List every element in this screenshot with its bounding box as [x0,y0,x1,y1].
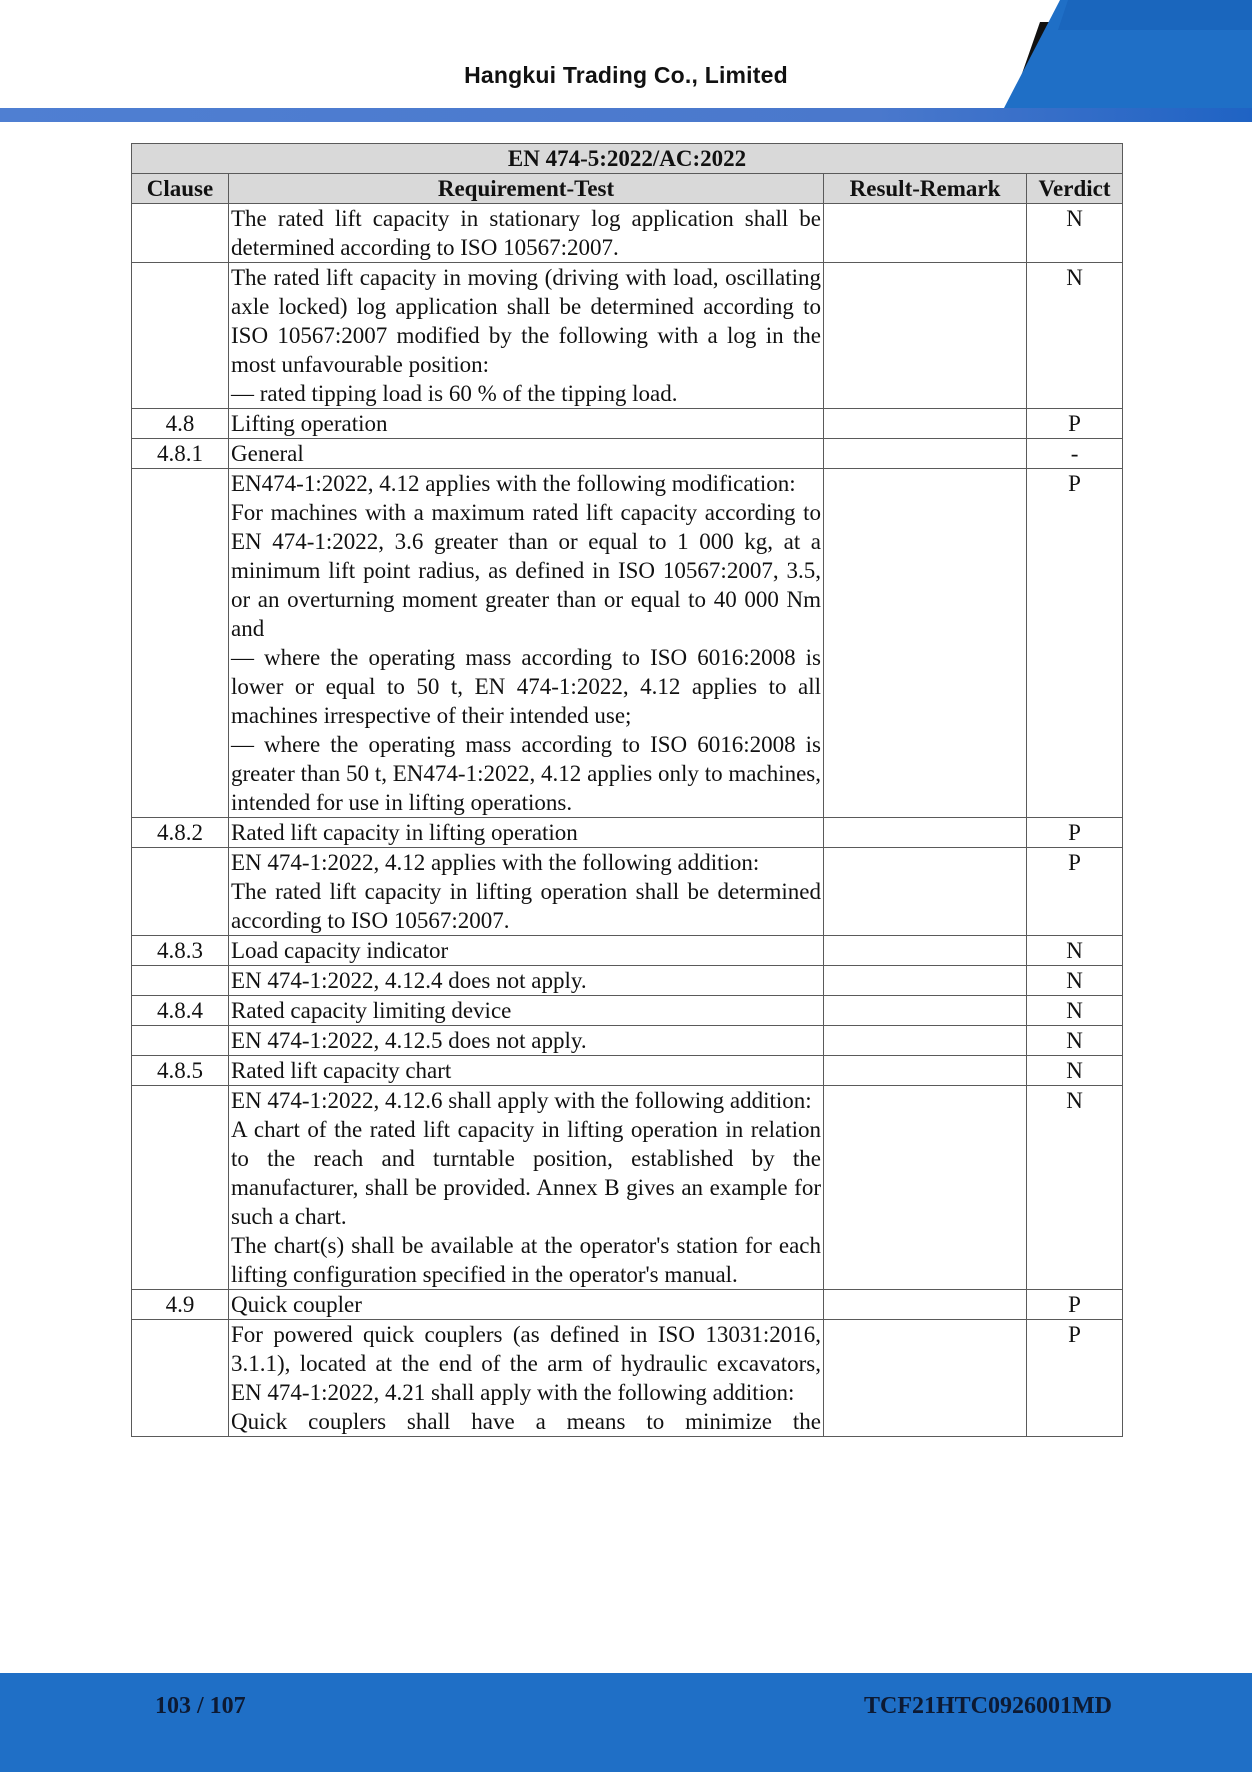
clause-cell: 4.8 [132,409,229,439]
col-header-result: Result-Remark [824,174,1027,204]
requirement-text: General [231,441,304,466]
table-row [132,996,1123,1026]
result-cell [824,1086,1027,1290]
clause-cell [132,848,229,936]
result-cell [824,1056,1027,1086]
table-body [132,204,1123,1437]
requirement-text: A chart of the rated lift capacity in lifting operation in relation to the reach and turntable position, established by the manufacturer, shall be provided. Annex B gives an example for such a chart. [231,1117,821,1229]
result-cell [824,936,1027,966]
verdict-cell: N [1027,263,1123,409]
table-row [132,936,1123,966]
requirement-cell [229,1290,824,1320]
col-header-verdict: Verdict [1027,174,1123,204]
table-row [132,1026,1123,1056]
result-cell [824,848,1027,936]
table-row [132,1320,1123,1437]
table-row [132,848,1123,936]
footer [0,1673,1252,1772]
table-row [132,204,1123,263]
requirement-text: — rated tipping load is 60 % of the tipping load. [231,381,678,406]
clause-cell: 4.8.4 [132,996,229,1026]
clause-cell [132,469,229,818]
table-row [132,1086,1123,1290]
verdict-cell: N [1027,936,1123,966]
verdict-cell: N [1027,1056,1123,1086]
requirement-text: For machines with a maximum rated lift capacity according to EN 474-1:2022, 3.6 greater than or equal to 1 000 kg, at a minimum lift point radius, as defined in ISO 10567:2007, 3.5, or an overturning moment greater than or equal to 40 000 Nm and [231,500,821,641]
requirement-cell [229,818,824,848]
result-cell [824,818,1027,848]
verdict-cell: N [1027,204,1123,263]
col-header-clause: Clause [132,174,229,204]
company-name: Hangkui Trading Co., Limited [464,62,788,88]
requirement-cell [229,263,824,409]
table-row [132,439,1123,469]
requirement-text: EN474-1:2022, 4.12 applies with the following modification: [231,471,796,496]
requirement-cell [229,204,824,263]
requirement-text: EN 474-1:2022, 4.12.4 does not apply. [231,968,587,993]
requirement-text: Quick coupler [231,1292,362,1317]
col-header-requirement: Requirement-Test [229,174,824,204]
requirement-cell [229,1056,824,1086]
requirement-cell [229,936,824,966]
result-cell [824,469,1027,818]
table-row [132,469,1123,818]
requirement-text: The rated lift capacity in stationary log application shall be determined according to ISO 10567:2007. [231,206,821,260]
result-cell [824,966,1027,996]
result-cell [824,439,1027,469]
clause-cell: 4.9 [132,1290,229,1320]
clause-cell: 4.8.3 [132,936,229,966]
table-row [132,263,1123,409]
requirement-text: EN 474-1:2022, 4.12 applies with the following addition: [231,850,760,875]
requirement-cell [229,439,824,469]
requirement-cell [229,1320,824,1437]
requirement-text: Rated lift capacity chart [231,1058,452,1083]
requirement-cell [229,469,824,818]
requirement-text: — where the operating mass according to ISO 6016:2008 is greater than 50 t, EN474-1:2022, 4.12 applies only to machines, intended for use in lifting operations. [231,732,821,815]
table-title: EN 474-5:2022/AC:2022 [132,144,1123,174]
header-decoration [960,0,1252,122]
requirement-text: Rated lift capacity in lifting operation [231,820,578,845]
verdict-cell: N [1027,1086,1123,1290]
result-cell [824,1320,1027,1437]
verdict-cell: N [1027,966,1123,996]
result-cell [824,1290,1027,1320]
verdict-cell: P [1027,1320,1123,1437]
verdict-cell: N [1027,1026,1123,1056]
requirement-text: Quick couplers shall have a means to minimize the [231,1409,821,1434]
verdict-cell: P [1027,469,1123,818]
requirement-text: The chart(s) shall be available at the operator's station for each lifting configuration specified in the operator's manual. [231,1233,821,1287]
header-band [0,108,1252,122]
requirement-text: For powered quick couplers (as defined in ISO 13031:2016, 3.1.1), located at the end of the arm of hydraulic excavators, EN 474-1:2022, 4.21 shall apply with the following addition: [231,1322,821,1405]
requirement-cell [229,848,824,936]
requirement-text: EN 474-1:2022, 4.12.5 does not apply. [231,1028,587,1053]
report-number: TCF21HTC0926001MD [864,1693,1112,1719]
requirement-cell [229,409,824,439]
clause-cell: 4.8.1 [132,439,229,469]
clause-cell [132,263,229,409]
verdict-cell: P [1027,409,1123,439]
requirement-cell [229,1086,824,1290]
clause-cell [132,966,229,996]
requirement-cell [229,966,824,996]
result-cell [824,1026,1027,1056]
verdict-cell: P [1027,1290,1123,1320]
result-cell [824,263,1027,409]
verdict-cell: P [1027,848,1123,936]
clause-cell: 4.8.5 [132,1056,229,1086]
requirement-text: The rated lift capacity in lifting operation shall be determined according to ISO 10567:2007. [231,879,821,933]
clause-cell [132,1320,229,1437]
requirements-table [131,143,1123,1437]
result-cell [824,409,1027,439]
requirement-text: Rated capacity limiting device [231,998,512,1023]
clause-cell [132,1086,229,1290]
requirement-text: Load capacity indicator [231,938,449,963]
requirement-cell [229,1026,824,1056]
verdict-cell: - [1027,439,1123,469]
requirement-text: — where the operating mass according to ISO 6016:2008 is lower or equal to 50 t, EN 474-1:2022, 4.12 applies to all machines irrespective of their intended use; [231,645,821,728]
table-row [132,966,1123,996]
clause-cell [132,1026,229,1056]
table-row [132,1290,1123,1320]
clause-cell: 4.8.2 [132,818,229,848]
requirement-cell [229,996,824,1026]
requirement-text: The rated lift capacity in moving (driving with load, oscillating axle locked) log application shall be determined according to ISO 10567:2007 modified by the following with a log in the most unfavourable position: [231,265,821,377]
table-row [132,1056,1123,1086]
verdict-cell: N [1027,996,1123,1026]
page-number: 103 / 107 [155,1693,246,1719]
table-row [132,818,1123,848]
result-cell [824,204,1027,263]
verdict-cell: P [1027,818,1123,848]
requirement-text: EN 474-1:2022, 4.12.6 shall apply with the following addition: [231,1088,812,1113]
requirement-text: Lifting operation [231,411,388,436]
table-row [132,409,1123,439]
result-cell [824,996,1027,1026]
clause-cell [132,204,229,263]
